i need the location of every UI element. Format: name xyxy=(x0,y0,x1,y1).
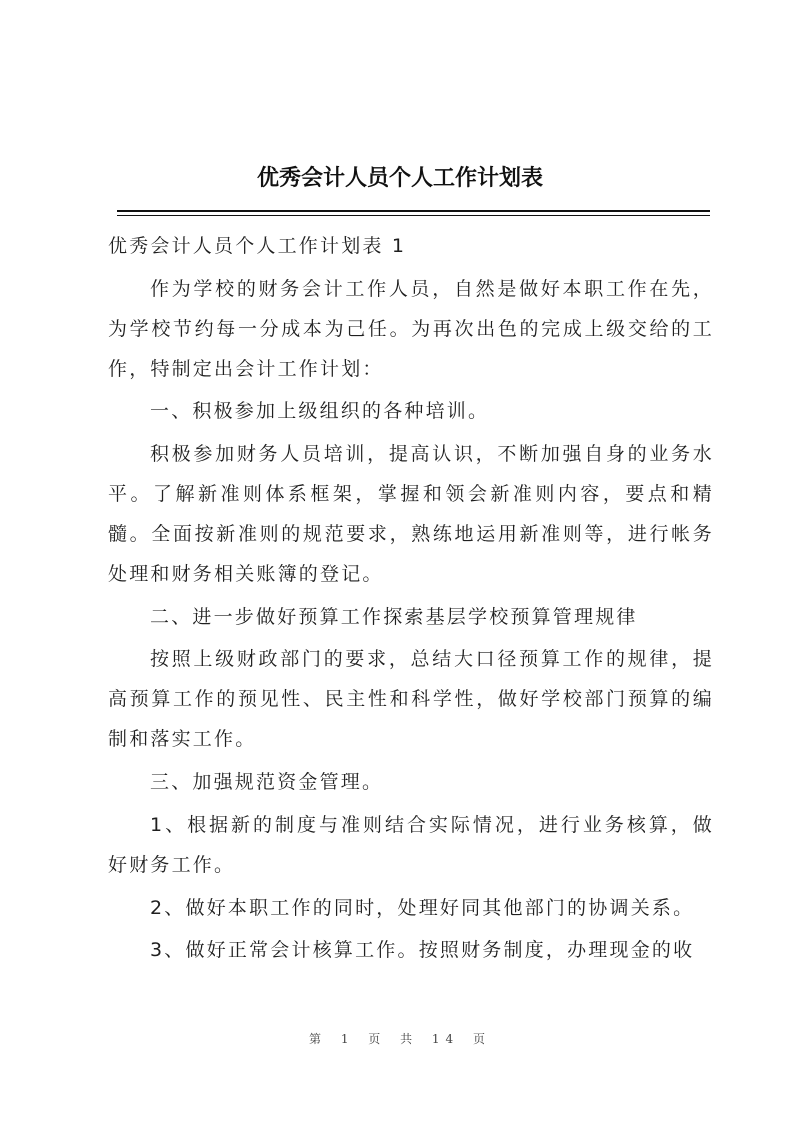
paragraph: 积极参加财务人员培训，提高认识，不断加强自身的业务水平。了解新准则体系框架，掌握和领会新准则内容，要点和精髓。全面按新准则的规范要求，熟练地运用新准则等，进行帐务处理和财务相关账簿的登记。 xyxy=(108,443,714,586)
paragraph: 作为学校的财务会计工作人员，自然是做好本职工作在先，为学校节约每一分成本为己任。为再次出色的完成上级交给的工作，特制定出会计工作计划： xyxy=(108,277,714,380)
paragraph: 2、做好本职工作的同时，处理好同其他部门的协调关系。 xyxy=(150,896,695,919)
section-heading: 优秀会计人员个人工作计划表 1 xyxy=(108,235,407,257)
title-underline-thin xyxy=(117,215,710,216)
paragraph: 按照上级财政部门的要求，总结大口径预算工作的规律，提高预算工作的预见性、民主性和科学性，做好学校部门预算的编制和落实工作。 xyxy=(108,648,714,751)
paragraph: 一、积极参加上级组织的各种培训。 xyxy=(150,400,490,423)
paragraph: 3、做好正常会计核算工作。按照财务制度，办理现金的收 xyxy=(150,939,695,962)
title-underline-thick xyxy=(117,210,710,212)
paragraph: 三、加强规范资金管理。 xyxy=(150,771,384,794)
paragraph: 二、进一步做好预算工作探索基层学校预算管理规律 xyxy=(150,605,638,628)
document-body xyxy=(108,226,714,973)
document-title: 优秀会计人员个人工作计划表 xyxy=(256,165,543,191)
page-number: 第 1 页 共 14 页 xyxy=(309,1032,491,1046)
paragraph: 1、根据新的制度与准则结合实际情况，进行业务核算，做好财务工作。 xyxy=(108,813,714,876)
